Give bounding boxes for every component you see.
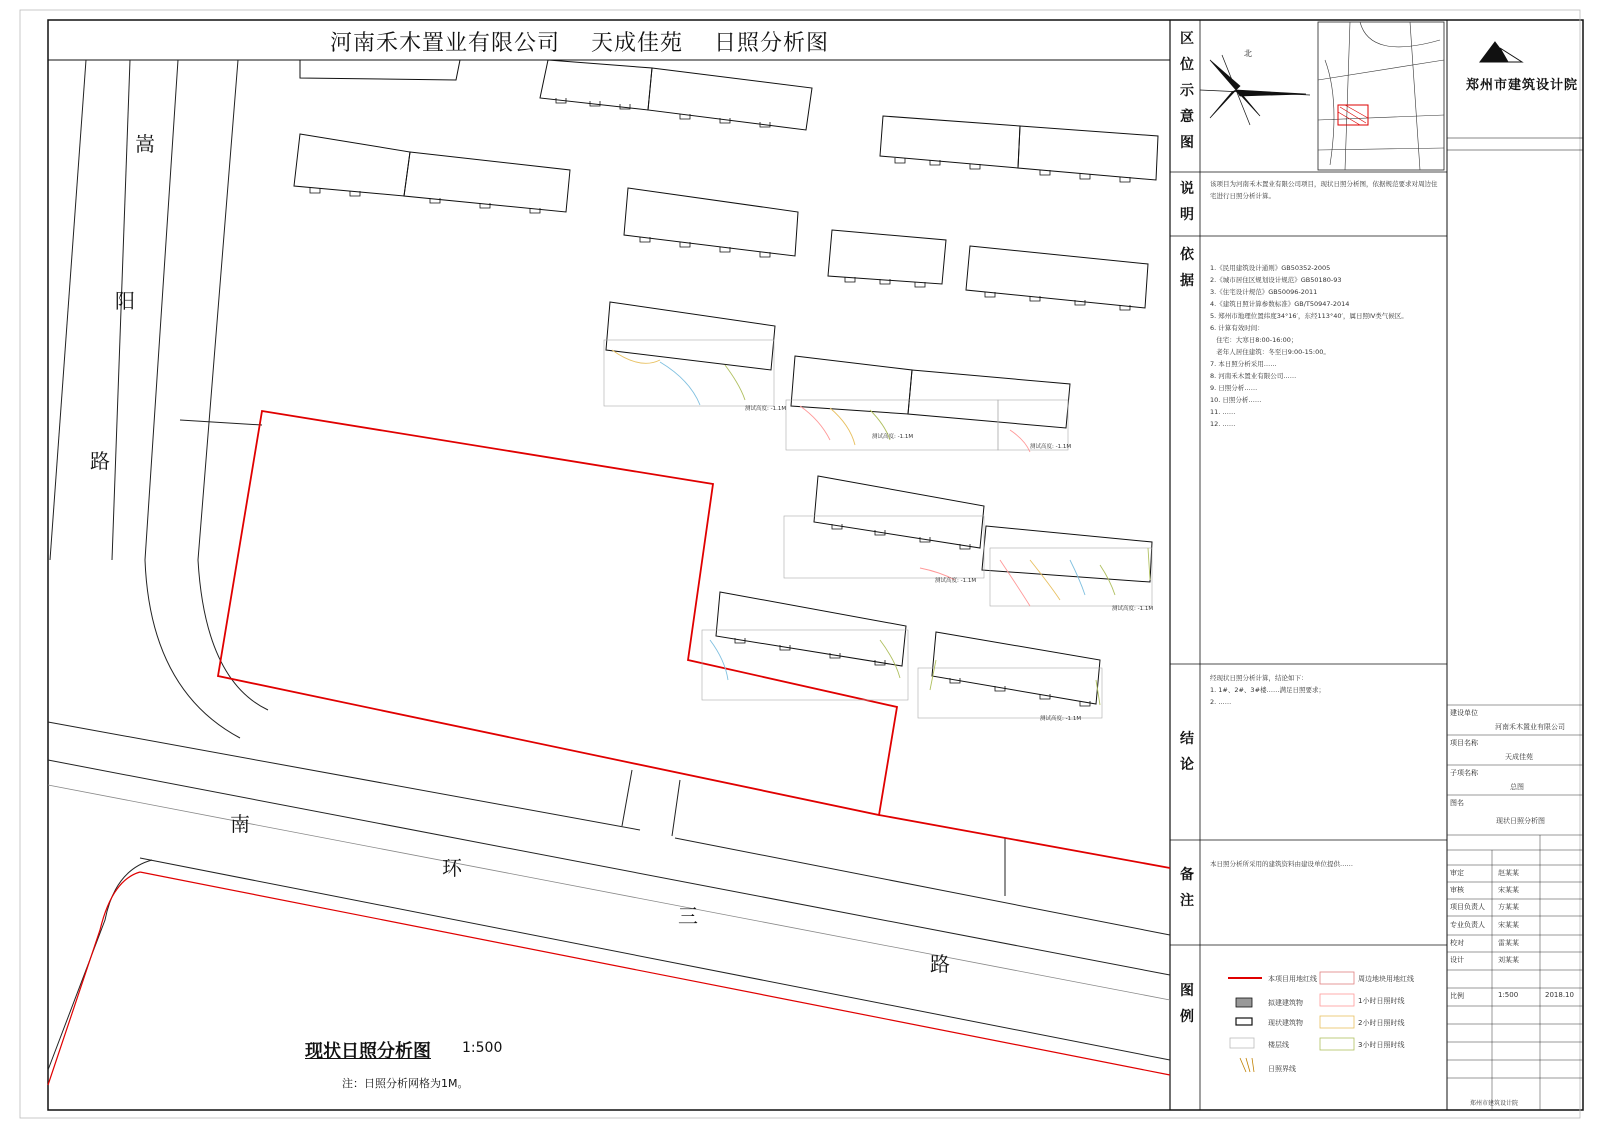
drawing-note: 注：日照分析网格为1M。 [342,1077,469,1090]
legend-label: 现状建筑物 [1268,1019,1303,1027]
analysis-grids [604,340,1152,718]
roads [48,60,1170,1070]
tb-drawing: 现状日照分析图 [1496,817,1545,825]
section-location: 区位示意图 [1180,31,1194,151]
tb-client-label: 建设单位 [1450,709,1478,717]
legend-label: 3小时日照时线 [1358,1041,1405,1049]
road-label-char: 环 [442,856,462,880]
tb-footer: 郑州市建筑设计院 [1470,1100,1519,1107]
compass-north-label: 北 [1244,49,1252,58]
conclusion-text: 经现状日照分析计算，结论如下： 1. 1#、2#、3#楼……满足日照要求； 2. …… [1210,674,1326,706]
tb-row-label: 审核 [1450,886,1464,894]
tb-subproject-label: 子项名称 [1450,769,1478,777]
institute-logo [1480,42,1522,62]
road-label-char: 路 [930,952,950,976]
road-label-char: 阳 [115,289,135,313]
tb-row-value: 宋某某 [1498,886,1519,894]
sunlight-lines [612,350,1150,705]
basis-text: 1.《民用建筑设计通则》GB50352-2005 2.《城市居住区规划设计规范》GB50180-93 3.《住宅设计规范》GB50096-2011 4.《建筑日照计算参数标准》GB/T50947-2014 5. 郑州市地理位置纬度34°16′，东经113°40′，属日照IV类气候区。 6. 计算有效时间： 住宅：大寒日8:00-16:00； 老年人居住建筑：冬至日9:00-15:00。 7. 本日照分析采用…… 8. 河南禾木置业有限公司…… 9. 日照分析…… 10. 日照分析…… 11. …… 12. …… [1210,264,1408,428]
tb-row-label: 项目负责人 [1450,903,1485,911]
tb-row-value: 刘某某 [1498,956,1519,964]
description-text: 该项目为河南禾木置业有限公司项目，现状日照分析图，依据规范要求对周边住宅进行日照分析计算。 [1210,180,1438,200]
road-label-char: 嵩 [135,132,155,156]
tb-row-label: 校对 [1450,939,1464,947]
legend-label: 周边地块用地红线 [1358,975,1414,983]
remarks-text: 本日照分析所采用的建筑资料由建设单位提供…… [1210,860,1353,868]
tb-row-label: 审定 [1450,869,1464,877]
existing-buildings [294,60,1158,704]
section-basis: 依据 [1180,247,1194,289]
tb-project-label: 项目名称 [1450,739,1478,747]
section-remarks: 备注 [1180,867,1194,909]
tb-row-label: 设计 [1450,956,1464,964]
legend-label: 日照界线 [1268,1065,1296,1073]
tb-row-label: 专业负责人 [1450,921,1485,929]
legend-label: 2小时日照时线 [1358,1019,1405,1027]
analysis-label: 测试高度: -1.1M [745,406,787,412]
site-boundary [48,411,1170,1085]
legend-label: 本项目用地红线 [1268,975,1317,983]
tb-subproject: 总图 [1510,783,1524,791]
institute-name: 郑州市建筑设计院 [1466,78,1579,93]
tb-project: 天成佳苑 [1505,753,1533,761]
tb-date: 2018.10 [1545,991,1574,999]
analysis-label: 测试高度: -1.1M [935,578,977,584]
tb-drawing-label: 图名 [1450,799,1464,807]
tb-row-value: 宋某某 [1498,921,1519,929]
tb-client: 河南禾木置业有限公司 [1495,723,1565,731]
section-legend: 图例 [1180,983,1194,1025]
section-conclusion: 结论 [1180,731,1194,773]
analysis-label: 测试高度: -1.1M [872,434,914,440]
analysis-label: 测试高度: -1.1M [1112,606,1154,612]
drawing-scale: 1:500 [462,1040,503,1056]
tb-row-value: 方某某 [1498,903,1519,911]
drawing-title: 河南禾木置业有限公司 天成佳苑 日照分析图 [330,31,829,56]
legend-label: 1小时日照时线 [1358,997,1405,1005]
section-description: 说明 [1180,181,1194,223]
drawing-name: 现状日照分析图 [305,1041,431,1062]
tb-row-value: 赵某某 [1498,869,1519,877]
road-label-char: 三 [678,904,698,928]
tb-scale: 1:500 [1498,991,1519,999]
road-label-char: 南 [230,812,250,836]
legend-label: 拟建建筑物 [1268,999,1303,1007]
analysis-label: 测试高度: -1.1M [1040,716,1082,722]
road-label-char: 路 [90,449,110,473]
tb-scale-label: 比例 [1450,992,1464,1000]
legend-label: 楼层线 [1268,1041,1289,1049]
analysis-label: 测试高度: -1.1M [1030,444,1072,450]
tb-row-value: 雷某某 [1498,939,1519,947]
